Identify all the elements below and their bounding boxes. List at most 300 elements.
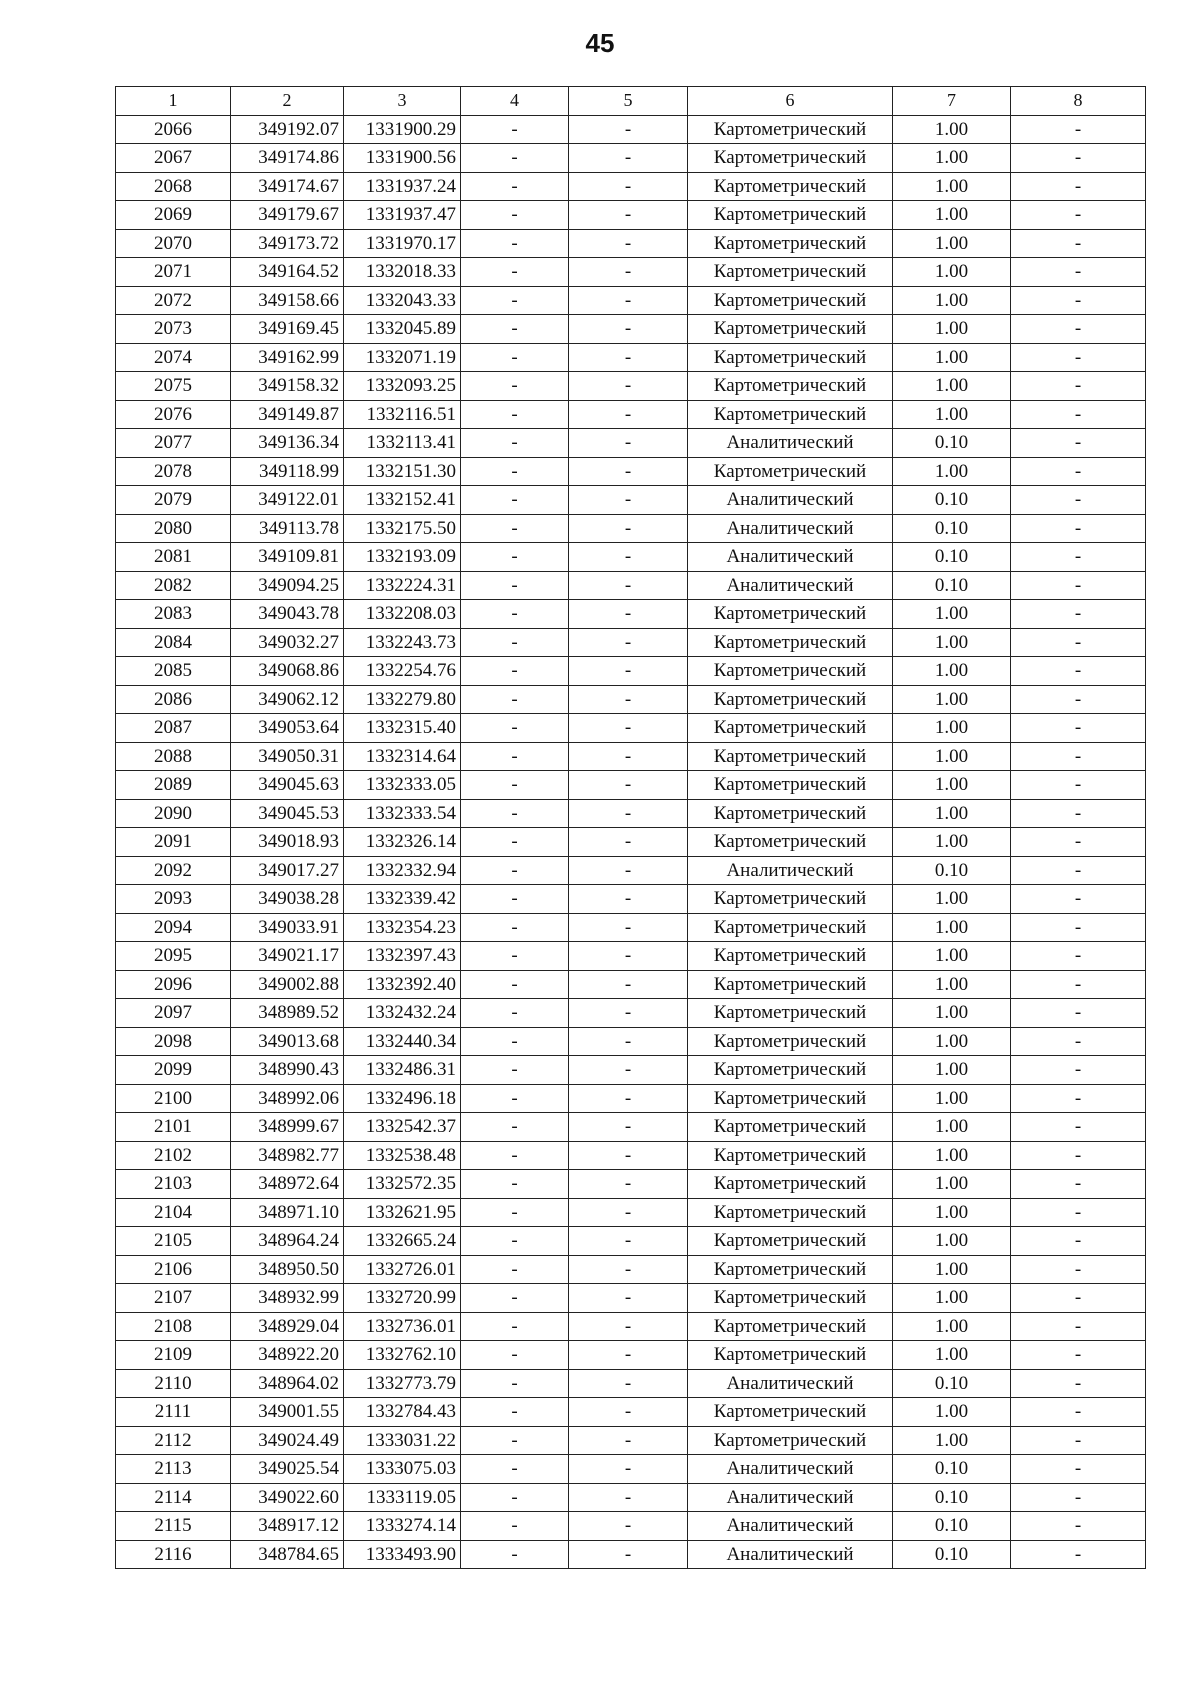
column-4-cell: -	[461, 685, 569, 714]
column-header-6: 6	[688, 87, 893, 116]
point-number-cell: 2079	[116, 486, 231, 515]
point-number-cell: 2095	[116, 942, 231, 971]
y-coordinate-cell: 1332113.41	[344, 429, 461, 458]
column-8-cell: -	[1011, 1170, 1146, 1199]
column-8-cell: -	[1011, 828, 1146, 857]
column-8-cell: -	[1011, 429, 1146, 458]
method-cell: Аналитический	[688, 1483, 893, 1512]
column-5-cell: -	[569, 514, 688, 543]
column-8-cell: -	[1011, 1227, 1146, 1256]
x-coordinate-cell: 349158.32	[231, 372, 344, 401]
method-cell: Картометрический	[688, 970, 893, 999]
column-header-1: 1	[116, 87, 231, 116]
table-row	[116, 315, 1146, 344]
column-4-cell: -	[461, 457, 569, 486]
point-number-cell: 2091	[116, 828, 231, 857]
accuracy-cell: 1.00	[893, 771, 1011, 800]
method-cell: Картометрический	[688, 1341, 893, 1370]
column-5-cell: -	[569, 429, 688, 458]
column-4-cell: -	[461, 1027, 569, 1056]
column-5-cell: -	[569, 1455, 688, 1484]
column-4-cell: -	[461, 1170, 569, 1199]
point-number-cell: 2070	[116, 229, 231, 258]
accuracy-cell: 1.00	[893, 913, 1011, 942]
column-5-cell: -	[569, 714, 688, 743]
point-number-cell: 2109	[116, 1341, 231, 1370]
point-number-cell: 2114	[116, 1483, 231, 1512]
accuracy-cell: 1.00	[893, 942, 1011, 971]
column-header-3: 3	[344, 87, 461, 116]
point-number-cell: 2073	[116, 315, 231, 344]
x-coordinate-cell: 349149.87	[231, 400, 344, 429]
table-row	[116, 1056, 1146, 1085]
method-cell: Картометрический	[688, 913, 893, 942]
column-5-cell: -	[569, 1255, 688, 1284]
method-cell: Картометрический	[688, 1198, 893, 1227]
x-coordinate-cell: 349062.12	[231, 685, 344, 714]
column-4-cell: -	[461, 172, 569, 201]
column-4-cell: -	[461, 1455, 569, 1484]
column-4-cell: -	[461, 229, 569, 258]
method-cell: Картометрический	[688, 229, 893, 258]
point-number-cell: 2107	[116, 1284, 231, 1313]
table-row	[116, 514, 1146, 543]
method-cell: Картометрический	[688, 343, 893, 372]
method-cell: Аналитический	[688, 1455, 893, 1484]
accuracy-cell: 0.10	[893, 1512, 1011, 1541]
table-row	[116, 600, 1146, 629]
table-row	[116, 1284, 1146, 1313]
method-cell: Картометрический	[688, 201, 893, 230]
column-4-cell: -	[461, 571, 569, 600]
table-header-row	[116, 87, 1146, 116]
point-number-cell: 2077	[116, 429, 231, 458]
column-4-cell: -	[461, 486, 569, 515]
x-coordinate-cell: 349021.17	[231, 942, 344, 971]
y-coordinate-cell: 1332018.33	[344, 258, 461, 287]
column-4-cell: -	[461, 856, 569, 885]
column-8-cell: -	[1011, 1369, 1146, 1398]
accuracy-cell: 1.00	[893, 799, 1011, 828]
table-row	[116, 1227, 1146, 1256]
column-5-cell: -	[569, 372, 688, 401]
column-5-cell: -	[569, 685, 688, 714]
method-cell: Картометрический	[688, 1170, 893, 1199]
column-5-cell: -	[569, 144, 688, 173]
column-8-cell: -	[1011, 1084, 1146, 1113]
accuracy-cell: 1.00	[893, 1113, 1011, 1142]
column-4-cell: -	[461, 1540, 569, 1569]
method-cell: Картометрический	[688, 1027, 893, 1056]
accuracy-cell: 1.00	[893, 628, 1011, 657]
column-header-2: 2	[231, 87, 344, 116]
x-coordinate-cell: 349122.01	[231, 486, 344, 515]
accuracy-cell: 0.10	[893, 486, 1011, 515]
column-4-cell: -	[461, 258, 569, 287]
column-4-cell: -	[461, 1369, 569, 1398]
table-row	[116, 913, 1146, 942]
method-cell: Картометрический	[688, 1398, 893, 1427]
y-coordinate-cell: 1332279.80	[344, 685, 461, 714]
table-row	[116, 799, 1146, 828]
table-row	[116, 685, 1146, 714]
method-cell: Картометрический	[688, 400, 893, 429]
table-row	[116, 1512, 1146, 1541]
x-coordinate-cell: 349179.67	[231, 201, 344, 230]
column-5-cell: -	[569, 486, 688, 515]
y-coordinate-cell: 1332773.79	[344, 1369, 461, 1398]
table-row	[116, 856, 1146, 885]
x-coordinate-cell: 349162.99	[231, 343, 344, 372]
x-coordinate-cell: 349001.55	[231, 1398, 344, 1427]
method-cell: Картометрический	[688, 1426, 893, 1455]
point-number-cell: 2075	[116, 372, 231, 401]
point-number-cell: 2071	[116, 258, 231, 287]
accuracy-cell: 1.00	[893, 258, 1011, 287]
accuracy-cell: 1.00	[893, 1056, 1011, 1085]
accuracy-cell: 0.10	[893, 543, 1011, 572]
column-4-cell: -	[461, 742, 569, 771]
y-coordinate-cell: 1331900.56	[344, 144, 461, 173]
table-row	[116, 771, 1146, 800]
y-coordinate-cell: 1332332.94	[344, 856, 461, 885]
column-5-cell: -	[569, 1369, 688, 1398]
y-coordinate-cell: 1332397.43	[344, 942, 461, 971]
x-coordinate-cell: 349053.64	[231, 714, 344, 743]
point-number-cell: 2081	[116, 543, 231, 572]
column-4-cell: -	[461, 885, 569, 914]
column-8-cell: -	[1011, 771, 1146, 800]
column-8-cell: -	[1011, 799, 1146, 828]
point-number-cell: 2069	[116, 201, 231, 230]
column-4-cell: -	[461, 1056, 569, 1085]
column-5-cell: -	[569, 856, 688, 885]
method-cell: Картометрический	[688, 258, 893, 287]
point-number-cell: 2086	[116, 685, 231, 714]
column-8-cell: -	[1011, 1284, 1146, 1313]
x-coordinate-cell: 349164.52	[231, 258, 344, 287]
x-coordinate-cell: 348922.20	[231, 1341, 344, 1370]
point-number-cell: 2089	[116, 771, 231, 800]
accuracy-cell: 0.10	[893, 856, 1011, 885]
column-5-cell: -	[569, 1084, 688, 1113]
method-cell: Аналитический	[688, 543, 893, 572]
column-4-cell: -	[461, 315, 569, 344]
method-cell: Картометрический	[688, 1056, 893, 1085]
y-coordinate-cell: 1332193.09	[344, 543, 461, 572]
accuracy-cell: 1.00	[893, 286, 1011, 315]
point-number-cell: 2110	[116, 1369, 231, 1398]
accuracy-cell: 1.00	[893, 315, 1011, 344]
column-5-cell: -	[569, 172, 688, 201]
table-row	[116, 286, 1146, 315]
column-8-cell: -	[1011, 457, 1146, 486]
column-8-cell: -	[1011, 1027, 1146, 1056]
column-8-cell: -	[1011, 286, 1146, 315]
method-cell: Аналитический	[688, 429, 893, 458]
y-coordinate-cell: 1332071.19	[344, 343, 461, 372]
column-8-cell: -	[1011, 1312, 1146, 1341]
column-5-cell: -	[569, 828, 688, 857]
column-8-cell: -	[1011, 115, 1146, 144]
x-coordinate-cell: 348784.65	[231, 1540, 344, 1569]
accuracy-cell: 1.00	[893, 742, 1011, 771]
x-coordinate-cell: 349033.91	[231, 913, 344, 942]
table-row	[116, 970, 1146, 999]
table-row	[116, 201, 1146, 230]
column-8-cell: -	[1011, 1255, 1146, 1284]
method-cell: Картометрический	[688, 372, 893, 401]
column-4-cell: -	[461, 771, 569, 800]
column-8-cell: -	[1011, 144, 1146, 173]
y-coordinate-cell: 1332784.43	[344, 1398, 461, 1427]
column-header-8: 8	[1011, 87, 1146, 116]
y-coordinate-cell: 1332116.51	[344, 400, 461, 429]
column-4-cell: -	[461, 1141, 569, 1170]
x-coordinate-cell: 348971.10	[231, 1198, 344, 1227]
column-5-cell: -	[569, 400, 688, 429]
column-5-cell: -	[569, 1027, 688, 1056]
y-coordinate-cell: 1332486.31	[344, 1056, 461, 1085]
column-4-cell: -	[461, 970, 569, 999]
accuracy-cell: 0.10	[893, 571, 1011, 600]
method-cell: Картометрический	[688, 1113, 893, 1142]
y-coordinate-cell: 1332093.25	[344, 372, 461, 401]
y-coordinate-cell: 1332440.34	[344, 1027, 461, 1056]
accuracy-cell: 1.00	[893, 828, 1011, 857]
column-4-cell: -	[461, 714, 569, 743]
y-coordinate-cell: 1333274.14	[344, 1512, 461, 1541]
method-cell: Картометрический	[688, 628, 893, 657]
column-8-cell: -	[1011, 514, 1146, 543]
point-number-cell: 2093	[116, 885, 231, 914]
method-cell: Картометрический	[688, 742, 893, 771]
column-5-cell: -	[569, 286, 688, 315]
point-number-cell: 2099	[116, 1056, 231, 1085]
method-cell: Аналитический	[688, 1512, 893, 1541]
table-row	[116, 343, 1146, 372]
point-number-cell: 2067	[116, 144, 231, 173]
table-row	[116, 628, 1146, 657]
y-coordinate-cell: 1332762.10	[344, 1341, 461, 1370]
column-8-cell: -	[1011, 600, 1146, 629]
y-coordinate-cell: 1333031.22	[344, 1426, 461, 1455]
method-cell: Аналитический	[688, 856, 893, 885]
column-4-cell: -	[461, 1426, 569, 1455]
x-coordinate-cell: 348932.99	[231, 1284, 344, 1313]
accuracy-cell: 1.00	[893, 714, 1011, 743]
method-cell: Картометрический	[688, 999, 893, 1028]
point-number-cell: 2080	[116, 514, 231, 543]
method-cell: Картометрический	[688, 600, 893, 629]
column-4-cell: -	[461, 1341, 569, 1370]
column-4-cell: -	[461, 286, 569, 315]
y-coordinate-cell: 1331937.47	[344, 201, 461, 230]
column-5-cell: -	[569, 1170, 688, 1199]
accuracy-cell: 1.00	[893, 1141, 1011, 1170]
y-coordinate-cell: 1332045.89	[344, 315, 461, 344]
table-row	[116, 1426, 1146, 1455]
column-5-cell: -	[569, 1056, 688, 1085]
accuracy-cell: 0.10	[893, 429, 1011, 458]
x-coordinate-cell: 348990.43	[231, 1056, 344, 1085]
accuracy-cell: 0.10	[893, 1369, 1011, 1398]
point-number-cell: 2082	[116, 571, 231, 600]
x-coordinate-cell: 349050.31	[231, 742, 344, 771]
accuracy-cell: 0.10	[893, 1540, 1011, 1569]
y-coordinate-cell: 1332208.03	[344, 600, 461, 629]
table-row	[116, 1084, 1146, 1113]
x-coordinate-cell: 349169.45	[231, 315, 344, 344]
x-coordinate-cell: 349032.27	[231, 628, 344, 657]
accuracy-cell: 1.00	[893, 343, 1011, 372]
accuracy-cell: 1.00	[893, 172, 1011, 201]
x-coordinate-cell: 348992.06	[231, 1084, 344, 1113]
accuracy-cell: 1.00	[893, 229, 1011, 258]
column-8-cell: -	[1011, 856, 1146, 885]
column-4-cell: -	[461, 600, 569, 629]
column-8-cell: -	[1011, 172, 1146, 201]
column-8-cell: -	[1011, 1198, 1146, 1227]
x-coordinate-cell: 349043.78	[231, 600, 344, 629]
column-5-cell: -	[569, 343, 688, 372]
accuracy-cell: 1.00	[893, 400, 1011, 429]
column-8-cell: -	[1011, 258, 1146, 287]
y-coordinate-cell: 1332151.30	[344, 457, 461, 486]
table-row	[116, 258, 1146, 287]
accuracy-cell: 1.00	[893, 372, 1011, 401]
point-number-cell: 2094	[116, 913, 231, 942]
point-number-cell: 2105	[116, 1227, 231, 1256]
y-coordinate-cell: 1332542.37	[344, 1113, 461, 1142]
table-row	[116, 1398, 1146, 1427]
column-5-cell: -	[569, 315, 688, 344]
x-coordinate-cell: 348929.04	[231, 1312, 344, 1341]
column-5-cell: -	[569, 1312, 688, 1341]
coordinates-table	[115, 86, 1146, 1569]
column-8-cell: -	[1011, 1341, 1146, 1370]
accuracy-cell: 1.00	[893, 1284, 1011, 1313]
y-coordinate-cell: 1333119.05	[344, 1483, 461, 1512]
point-number-cell: 2088	[116, 742, 231, 771]
y-coordinate-cell: 1333075.03	[344, 1455, 461, 1484]
method-cell: Картометрический	[688, 1141, 893, 1170]
column-8-cell: -	[1011, 1398, 1146, 1427]
y-coordinate-cell: 1332043.33	[344, 286, 461, 315]
table-row	[116, 1170, 1146, 1199]
x-coordinate-cell: 349109.81	[231, 543, 344, 572]
column-8-cell: -	[1011, 372, 1146, 401]
column-5-cell: -	[569, 799, 688, 828]
point-number-cell: 2087	[116, 714, 231, 743]
column-5-cell: -	[569, 1341, 688, 1370]
accuracy-cell: 1.00	[893, 1084, 1011, 1113]
method-cell: Картометрический	[688, 144, 893, 173]
y-coordinate-cell: 1332339.42	[344, 885, 461, 914]
point-number-cell: 2111	[116, 1398, 231, 1427]
table-row	[116, 1113, 1146, 1142]
y-coordinate-cell: 1332315.40	[344, 714, 461, 743]
point-number-cell: 2097	[116, 999, 231, 1028]
column-8-cell: -	[1011, 229, 1146, 258]
column-4-cell: -	[461, 429, 569, 458]
y-coordinate-cell: 1332333.05	[344, 771, 461, 800]
column-4-cell: -	[461, 1255, 569, 1284]
accuracy-cell: 1.00	[893, 1170, 1011, 1199]
table-row	[116, 457, 1146, 486]
x-coordinate-cell: 348972.64	[231, 1170, 344, 1199]
table-row	[116, 1312, 1146, 1341]
x-coordinate-cell: 349025.54	[231, 1455, 344, 1484]
x-coordinate-cell: 348964.24	[231, 1227, 344, 1256]
accuracy-cell: 1.00	[893, 115, 1011, 144]
point-number-cell: 2083	[116, 600, 231, 629]
method-cell: Картометрический	[688, 1255, 893, 1284]
column-8-cell: -	[1011, 970, 1146, 999]
table-row	[116, 1255, 1146, 1284]
point-number-cell: 2112	[116, 1426, 231, 1455]
column-5-cell: -	[569, 1113, 688, 1142]
column-5-cell: -	[569, 913, 688, 942]
accuracy-cell: 1.00	[893, 970, 1011, 999]
column-5-cell: -	[569, 1512, 688, 1541]
x-coordinate-cell: 349022.60	[231, 1483, 344, 1512]
accuracy-cell: 1.00	[893, 1426, 1011, 1455]
x-coordinate-cell: 349192.07	[231, 115, 344, 144]
point-number-cell: 2103	[116, 1170, 231, 1199]
table-row	[116, 1027, 1146, 1056]
column-4-cell: -	[461, 628, 569, 657]
x-coordinate-cell: 349017.27	[231, 856, 344, 885]
method-cell: Картометрический	[688, 942, 893, 971]
table-row	[116, 429, 1146, 458]
column-8-cell: -	[1011, 1113, 1146, 1142]
accuracy-cell: 0.10	[893, 514, 1011, 543]
table-row	[116, 372, 1146, 401]
column-4-cell: -	[461, 201, 569, 230]
x-coordinate-cell: 349174.67	[231, 172, 344, 201]
point-number-cell: 2102	[116, 1141, 231, 1170]
x-coordinate-cell: 349068.86	[231, 657, 344, 686]
x-coordinate-cell: 348964.02	[231, 1369, 344, 1398]
y-coordinate-cell: 1332254.76	[344, 657, 461, 686]
method-cell: Картометрический	[688, 657, 893, 686]
method-cell: Аналитический	[688, 486, 893, 515]
column-5-cell: -	[569, 657, 688, 686]
x-coordinate-cell: 349158.66	[231, 286, 344, 315]
column-4-cell: -	[461, 144, 569, 173]
method-cell: Картометрический	[688, 315, 893, 344]
x-coordinate-cell: 349113.78	[231, 514, 344, 543]
table-row	[116, 144, 1146, 173]
table-row	[116, 1540, 1146, 1569]
column-4-cell: -	[461, 1284, 569, 1313]
y-coordinate-cell: 1332243.73	[344, 628, 461, 657]
y-coordinate-cell: 1332720.99	[344, 1284, 461, 1313]
table-row	[116, 229, 1146, 258]
y-coordinate-cell: 1332326.14	[344, 828, 461, 857]
column-header-5: 5	[569, 87, 688, 116]
column-5-cell: -	[569, 742, 688, 771]
table-body	[116, 115, 1146, 1569]
y-coordinate-cell: 1332314.64	[344, 742, 461, 771]
method-cell: Аналитический	[688, 1540, 893, 1569]
accuracy-cell: 1.00	[893, 600, 1011, 629]
column-4-cell: -	[461, 1312, 569, 1341]
table-row	[116, 400, 1146, 429]
accuracy-cell: 1.00	[893, 1255, 1011, 1284]
column-8-cell: -	[1011, 1426, 1146, 1455]
